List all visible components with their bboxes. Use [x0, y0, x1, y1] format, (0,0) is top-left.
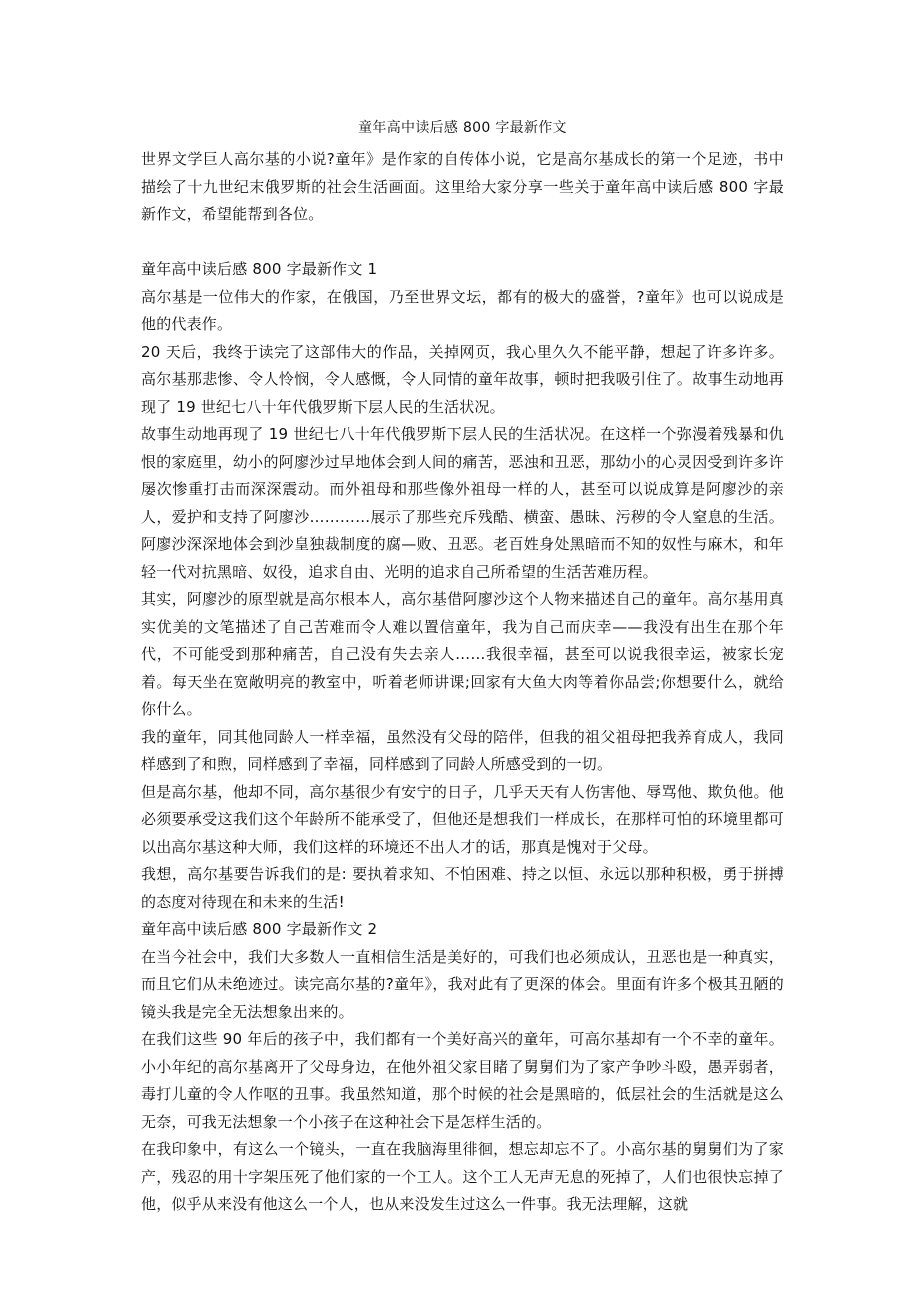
body-paragraph: 20 天后，我终于读完了这部伟大的作品，关掉网页，我心里久久不能平静，想起了许多许多。高尔基那悲惨、令人怜悯，令人感慨，令人同情的童年故事，顿时把我吸引住了。故事生动地再现了 19 世纪七八十年代俄罗斯下层人民的生活状况。 — [141, 342, 784, 416]
section-heading: 童年高中读后感 800 字最新作文 1 — [141, 260, 378, 278]
body-paragraph: 在我印象中，有这么一个镜头，一直在我脑海里徘徊，想忘却忘不了。小高尔基的舅舅们为了家产，残忍的用十字架压死了他们家的一个工人。这个工人无声无息的死掉了，人们也很快忘掉了他，似乎从来没有他这么一个人，也从来没发生过这么一件事。我无法理解，这就 — [141, 1140, 784, 1213]
document-page — [141, 118, 784, 1219]
blank-line — [141, 229, 784, 257]
body-paragraph: 在我们这些 90 年后的孩子中，我们都有一个美好高兴的童年，可高尔基却有一个不幸的童年。小小年纪的高尔基离开了父母身边，在他外祖父家目睹了舅舅们为了家产争吵斗殴，愚弄弱者，毒打儿童的令人作呕的丑事。我虽然知道，那个时候的社会是黑暗的，低层社会的生活就是这么无奈，可我无法想象一个小孩子在这种社会下是怎样生活的。 — [141, 1030, 784, 1131]
essay-section-2 — [141, 916, 784, 1219]
body-paragraph: 我的童年，同其他同龄人一样幸福，虽然没有父母的陪伴，但我的祖父祖母把我养育成人，我同样感到了和煦，同样感到了幸福，同样感到了同龄人所感受到的一切。 — [141, 727, 784, 773]
document-title: 童年高中读后感 800 字最新作文 — [358, 120, 567, 136]
body-paragraph: 在当今社会中，我们大多数人一直相信生活是美好的，可我们也必须成认，丑恶也是一种真实，而且它们从未绝迹过。读完高尔基的?童年》，我对此有了更深的体会。里面有许多个极其丑陋的镜头我是完全无法想象出来的。 — [141, 947, 784, 1021]
body-paragraph: 我想，高尔基要告诉我们的是: 要执着求知、不怕困难、持之以恒、永远以那种积极，勇于拼搏的态度对待现在和未来的生活! — [141, 865, 784, 911]
body-paragraph: 高尔基是一位伟大的作家，在俄国，乃至世界文坛，都有的极大的盛誉，?童年》也可以说成是他的代表作。 — [141, 287, 784, 333]
essay-section-1 — [141, 256, 784, 916]
body-paragraph: 其实，阿廖沙的原型就是高尔根本人，高尔基借阿廖沙这个人物来描述自己的童年。高尔基用真实优美的文笔描述了自己苦难而令人难以置信童年，我为自己而庆幸——我没有出生在那个年代，不可能受到那种痛苦，自己没有失去亲人……我很幸福，甚至可以说我很幸运，被家长宠着。每天坐在宽敞明亮的教室中，听着老师讲课;回家有大鱼大肉等着你品尝;你想要什么，就给你什么。 — [141, 590, 784, 718]
section-heading: 童年高中读后感 800 字最新作文 2 — [141, 920, 378, 938]
intro-paragraph: 世界文学巨人高尔基的小说?童年》是作家的自传体小说，它是高尔基成长的第一个足迹，书中描绘了十九世纪末俄罗斯的社会生活画面。这里给大家分享一些关于童年高中读后感 800 字最新作文，希望能帮到各位。 — [141, 150, 784, 223]
body-paragraph: 但是高尔基，他却不同，高尔基很少有安宁的日子，几乎天天有人伤害他、辱骂他、欺负他。他必须要承受这我们这个年龄所不能承受了，但他还是想我们一样成长，在那样可怕的环境里都可以出高尔基这种大师，我们这样的环境还不出人才的话，那真是愧对于父母。 — [141, 782, 784, 856]
body-paragraph: 故事生动地再现了 19 世纪七八十年代俄罗斯下层人民的生活状况。在这样一个弥漫着残暴和仇恨的家庭里，幼小的阿廖沙过早地体会到人间的痛苦，恶浊和丑恶，那幼小的心灵因受到许多许屡次惨重打击而深深震动。而外祖母和那些像外祖母一样的人，甚至可以说成算是阿廖沙的亲人，爱护和支持了阿廖沙…………展示了那些充斥残酷、横蛮、愚昧、污秽的令人窒息的生活。阿廖沙深深地体会到沙皇独裁制度的腐—败、丑恶。老百姓身处黑暗而不知的奴性与麻木，和年轻一代对抗黑暗、奴役，追求自由、光明的追求自己所希望的生活苦难历程。 — [141, 425, 784, 581]
